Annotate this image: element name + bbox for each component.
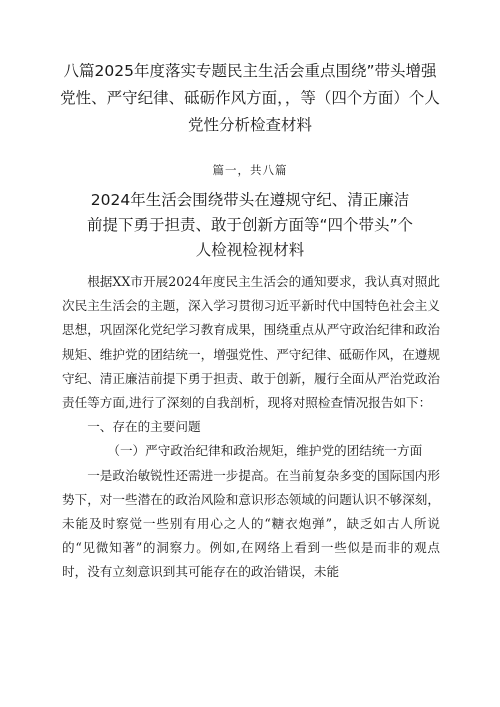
part-label: 篇一，共八篇 [212, 163, 288, 177]
section-heading: 一、存在的主要问题 [87, 419, 201, 435]
intro-paragraph: 根据XX市开展2024年度民主生活会的通知要求，我认真对照此次民主生活会的主题，深入学习贯彻习近平新时代中国特色社会主义思想，巩固深化党纪学习教育成果，围绕重点从严守政治纪律和政治规矩、维护党的团结统一，增强党性、严守纪律、砥砺作风，在遵规守纪、清正廉洁前提下勇于担责、敢于创新，履行全面从严治党政治责任等方面,进行了深刻的自我剖析，现将对照检查情况报告如下： [62, 274, 440, 411]
body-paragraph: 一是政治敏锐性还需进一步提高。在当前复杂多变的国际国内形势下，对一些潜在的政治风险和意识形态领域的问题认识不够深刻，未能及时察觉一些别有用心之人的“糖衣炮弹”，缺乏如古人所说的“见微知著”的洞察力。例如,在网络上看到一些似是而非的观点时，没有立刻意识到其可能存在的政治错误，未能 [62, 467, 440, 580]
subsection-heading: （一）严守政治纪律和政治规矩，维护党的团结统一方面 [107, 443, 423, 459]
document-subtitle: 2024年生活会围绕带头在遵规守纪、清正廉洁前提下勇于担责、敢于创新方面等“四个带头”个人检视检视材料 [86, 191, 414, 259]
document-title: 八篇2025年度落实专题民主生活会重点围绕”带头增强党性、严守纪律、砥砺作风方面，，等（四个方面）个人党性分析检查材料 [60, 62, 440, 134]
document-body [62, 270, 440, 585]
